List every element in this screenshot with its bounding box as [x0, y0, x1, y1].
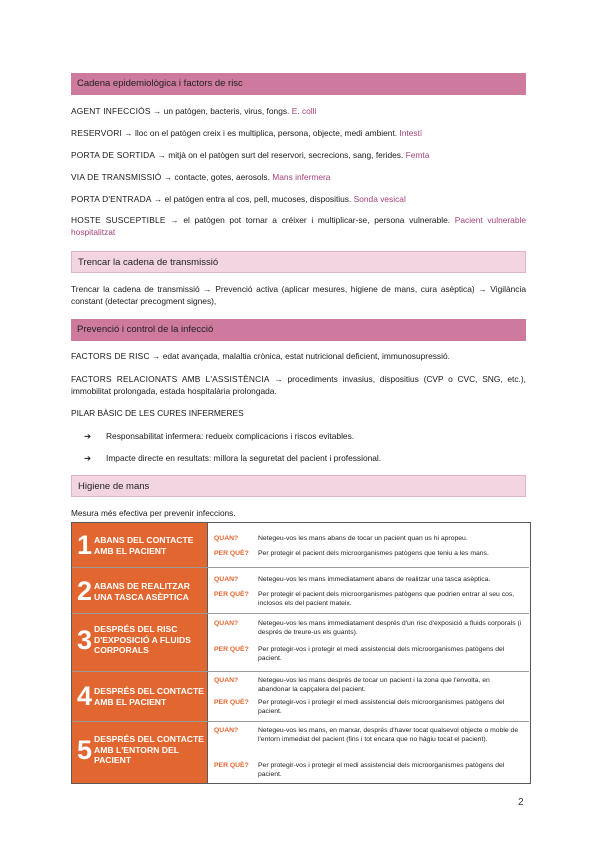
list-item — [84, 431, 524, 442]
chain-item-transmission — [71, 172, 526, 184]
section-title: Cadena epidemiològica i factors de risc — [77, 78, 243, 89]
chain-label: RESERVORI — [71, 128, 122, 138]
when-text: Netegeu-vos les mans abans de tocar un pacient quan us hi apropeu. — [258, 535, 468, 542]
arrow-right-icon: ➔ — [84, 431, 92, 441]
section-title: Trencar la cadena de transmissió — [78, 257, 219, 268]
chain-item-exit — [71, 150, 526, 162]
moment-header — [72, 523, 208, 567]
when-text: Netegeu-vos les mans després de tocar un pacient i la zona que l'envolta, en abandonar la capçalera del pacient. — [258, 677, 490, 693]
moment-number: 5 — [77, 735, 93, 765]
moment-title: DESPRÉS DEL CONTACTE AMB L'ENTORN DEL PACIENT — [94, 734, 204, 765]
why-text: Per protegir-vos i protegir el medi assistencial dels microorganismes patògens del pacient. — [258, 646, 505, 662]
chain-item-entry — [71, 194, 526, 206]
chain-text: → el patògen entra al cos, pell, mucoses, dispositius. — [151, 194, 352, 204]
chain-example: Sonda vesical — [351, 194, 406, 204]
when-label: QUAN? — [214, 677, 239, 684]
moment-row-4 — [72, 671, 529, 722]
risk-factors-label: FACTORS DE RISC — [71, 351, 150, 361]
chain-label: PORTA D'ENTRADA — [71, 194, 152, 204]
moment-header — [72, 614, 208, 672]
when-label: QUAN? — [214, 620, 239, 627]
why-label: PER QUÈ? — [214, 762, 249, 769]
care-related-label: FACTORS RELACIONATS AMB L'ASSISTÈNCIA — [71, 374, 270, 384]
why-label: PER QUÈ? — [214, 646, 249, 653]
moment-row-5 — [72, 721, 529, 783]
chain-example: Femta — [403, 150, 430, 160]
page-number: 2 — [518, 797, 524, 808]
moment-title: DESPRÉS DEL CONTACTE AMB EL PACIENT — [94, 686, 204, 707]
risk-factors — [71, 351, 526, 363]
chain-example: Mans infermera — [269, 172, 331, 182]
moment-row-2 — [72, 567, 529, 614]
arrow-right-icon: ➔ — [84, 453, 92, 463]
chain-example: Intestí — [397, 128, 423, 138]
section-header-chain — [71, 73, 526, 95]
why-label: PER QUÈ? — [214, 591, 249, 598]
list-item — [84, 453, 524, 464]
moment-row-1 — [72, 523, 529, 567]
why-text: Per protegir-vos i protegir el medi assistencial dels microorganismes patògens del pacient. — [258, 699, 505, 715]
moment-number: 3 — [77, 625, 93, 655]
chain-text: → mitjà on el patògen surt del reservori, secrecions, sang, ferides. — [155, 150, 404, 160]
section-header-hygiene — [71, 475, 526, 497]
section-header-break — [71, 251, 526, 273]
chain-label: VIA DE TRANSMISSIÓ — [71, 172, 162, 182]
moment-header — [72, 722, 208, 783]
when-text: Netegeu-vos les mans immediatament abans de realitzar una tasca asèptica. — [258, 576, 491, 583]
when-label: QUAN? — [214, 727, 239, 734]
bullet-text: Impacte directe en resultats: millora la seguretat del pacient i professional. — [106, 453, 382, 463]
chain-example: E. colli — [289, 106, 317, 116]
moment-header — [72, 672, 208, 722]
hygiene-caption: Mesura més efectiva per prevenir infeccions. — [71, 508, 236, 518]
chain-item-reservoir — [71, 128, 526, 140]
care-related-text: → procediments invasius, dispositius (CVP o CVC, SNG, etc.), immobilitat prolongada, estada hospitalària prolongada. — [71, 374, 526, 396]
bullet-text: Responsabilitat infermera: redueix complicacions i riscos evitables. — [106, 431, 355, 441]
risk-factors-text: → edat avançada, malaltia crònica, estat nutricional deficient, immunosupressió. — [149, 351, 450, 361]
chain-text: → un patògen, bacteris, virus, fongs. — [150, 106, 290, 116]
hand-hygiene-moments-table — [71, 522, 531, 784]
chain-text: → el patògen pot tornar a créixer i multiplicar-se, persona vulnerable. — [165, 215, 451, 225]
when-text: Netegeu-vos les mans, en marxar, després d'haver tocat qualsevol objecte o moble de l'entorn immediat del pacient (fins i tot encara que no hàgiu tocat el pacient). — [258, 727, 519, 743]
chain-item-host — [71, 215, 526, 238]
moment-title: ABANS DE REALITZAR UNA TASCA ASÈPTICA — [94, 581, 190, 602]
moment-number: 4 — [77, 681, 93, 711]
chain-label: PORTA DE SORTIDA — [71, 150, 156, 160]
chain-text: → lloc on el patògen creix i es multiplica, persona, objecte, medi ambient. — [121, 128, 398, 138]
when-text: Netegeu-vos les mans immediatament després d'un risc d'exposició a fluids corporals (i després de treure-us els guants). — [258, 620, 522, 636]
section-title: Prevenció i control de la infecció — [77, 324, 214, 335]
chain-example: Pacient vulnerable hospitalitzat — [71, 215, 527, 237]
break-text: Trencar la cadena de transmissió → Prevenció activa (aplicar mesures, higiene de mans, cura asèptica) → Vigilància constant (detectar precogment signes), — [71, 284, 526, 306]
why-text: Per protegir el pacient dels microorganismes patògens que teniu a les mans. — [258, 550, 489, 557]
moment-row-3 — [72, 613, 529, 672]
moment-number: 2 — [77, 576, 93, 606]
why-text: Per protegir-vos i protegir el medi assistencial dels microorganismes patògens del pacient. — [258, 762, 505, 778]
pillar-label: PILAR BÀSIC DE LES CURES INFERMERES — [71, 408, 244, 418]
moment-title: DESPRÉS DEL RISC D'EXPOSICIÓ A FLUIDS CORPORALS — [94, 624, 191, 655]
section-header-prevention — [71, 319, 526, 341]
chain-item-agent — [71, 106, 526, 118]
when-label: QUAN? — [214, 535, 239, 542]
why-label: PER QUÈ? — [214, 550, 249, 557]
chain-label: AGENT INFECCIÓS — [71, 106, 151, 116]
care-related-factors — [71, 374, 526, 397]
why-text: Per protegir el pacient dels microorganismes patògens que podrien entrar al seu cos, inclosos els del pacient mateix. — [258, 591, 515, 607]
moment-header — [72, 568, 208, 614]
chain-text: → contacte, gotes, aerosols. — [161, 172, 270, 182]
why-label: PER QUÈ? — [214, 699, 249, 706]
section-title: Higiene de mans — [78, 481, 150, 492]
moment-number: 1 — [77, 530, 93, 560]
chain-label: HOSTE SUSCEPTIBLE — [71, 215, 166, 225]
when-label: QUAN? — [214, 576, 239, 583]
moment-title: ABANS DEL CONTACTE AMB EL PACIENT — [94, 535, 194, 556]
